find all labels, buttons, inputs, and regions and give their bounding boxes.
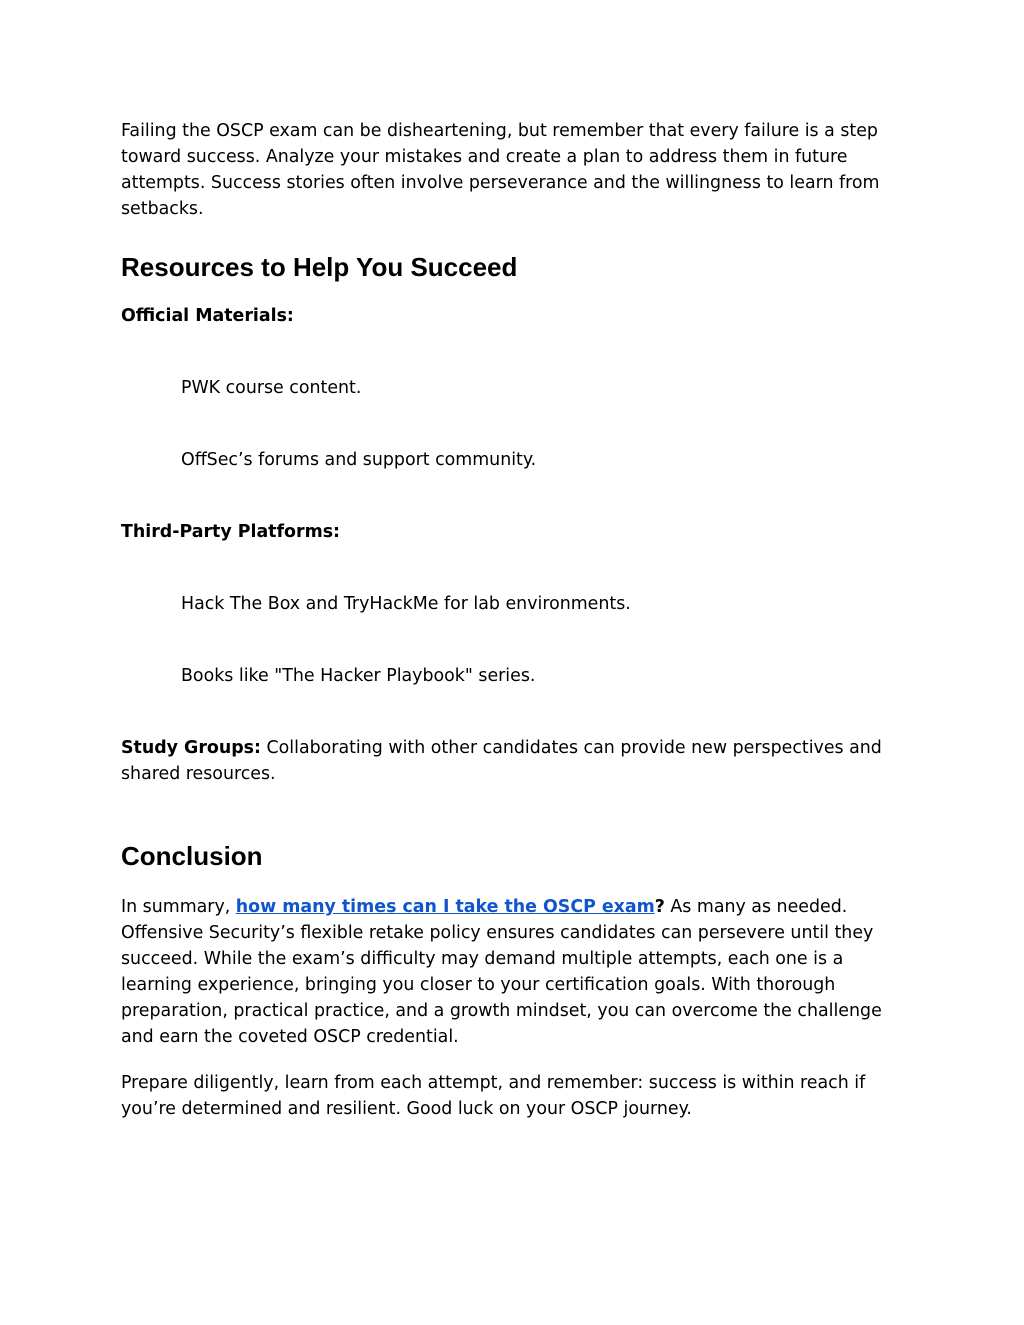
list-item: PWK course content. xyxy=(181,378,362,398)
official-materials-label: Official Materials: xyxy=(121,306,294,326)
study-groups-label: Study Groups: xyxy=(121,738,261,758)
summary-paragraph xyxy=(121,894,911,1050)
document-page xyxy=(121,118,911,1122)
list-item: Hack The Box and TryHackMe for lab environments. xyxy=(181,594,631,614)
resources-heading: Resources to Help You Succeed xyxy=(121,252,518,282)
third-party-platforms-label: Third-Party Platforms: xyxy=(121,522,341,542)
oscp-retake-link[interactable]: how many times can I take the OSCP exam xyxy=(235,897,655,917)
intro-paragraph: Failing the OSCP exam can be disheartening, but remember that every failure is a step toward success. Analyze your mistakes and create a plan to address them in future attempts. Success stories often involve perseverance and the willingness to learn from setbacks. xyxy=(121,121,880,219)
conclusion-heading: Conclusion xyxy=(121,841,263,871)
closing-paragraph: Prepare diligently, learn from each attempt, and remember: success is within reach if you’re determined and resilient. Good luck on your OSCP journey. xyxy=(121,1073,866,1119)
list-item: OffSec’s forums and support community. xyxy=(181,450,537,470)
study-groups-text: Collaborating with other candidates can provide new perspectives and shared resources. xyxy=(121,738,882,784)
summary-rest: As many as needed. Offensive Security’s flexible retake policy ensures candidates can persevere until they succeed. While the exam’s difficulty may demand multiple attempts, each one is a learning experience, bringing you closer to your certification goals. With thorough preparation, practical practice, and a growth mindset, you can overcome the challenge and earn the coveted OSCP credential. xyxy=(121,897,882,1047)
study-groups-paragraph xyxy=(121,735,911,787)
summary-prefix: In summary, xyxy=(121,897,236,917)
list-item: Books like "The Hacker Playbook" series. xyxy=(181,666,536,686)
summary-question-mark: ? xyxy=(654,897,665,917)
